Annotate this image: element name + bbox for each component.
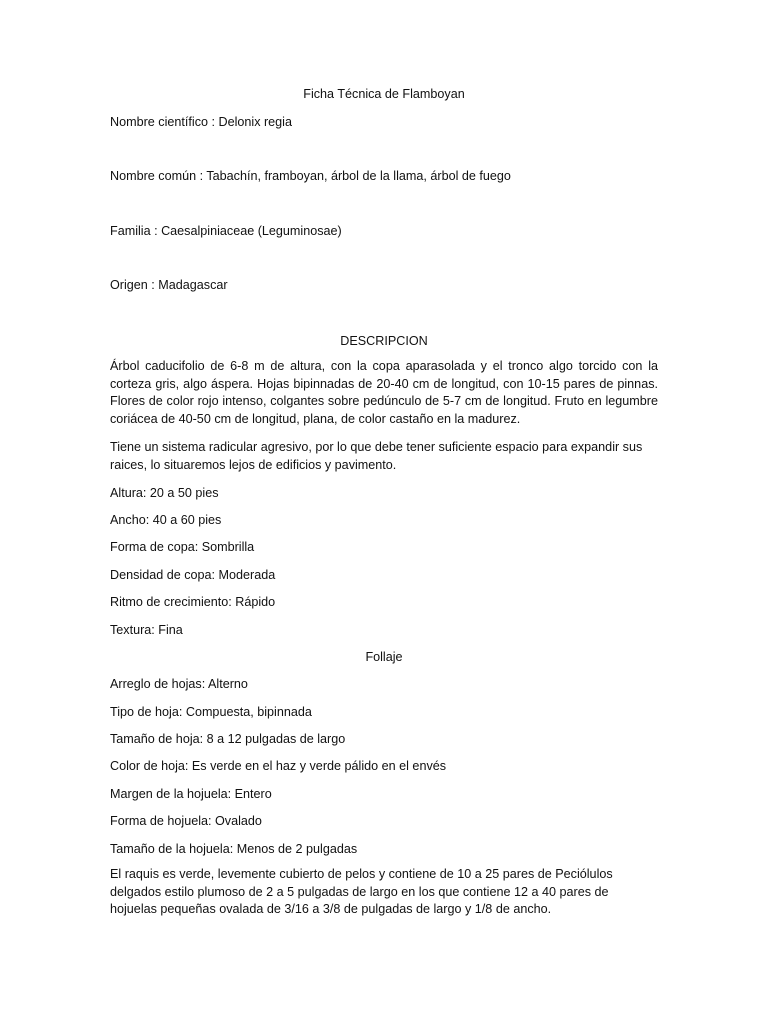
common-name: Nombre común : Tabachín, framboyan, árbol de la llama, árbol de fuego <box>110 169 511 183</box>
crown-density-field: Densidad de copa: Moderada <box>110 568 276 582</box>
leaf-color-field: Color de hoja: Es verde en el haz y verde pálido en el envés <box>110 759 447 773</box>
crown-shape-field: Forma de copa: Sombrilla <box>110 540 255 554</box>
description-heading: DESCRIPCION <box>340 334 428 348</box>
foliage-heading: Follaje <box>365 650 403 664</box>
page-title: Ficha Técnica de Flamboyan <box>303 87 465 101</box>
roots-paragraph: Tiene un sistema radicular agresivo, por lo que debe tener suficiente espacio para expandir sus raices, lo situaremos lejos de edificios y pavimento. <box>110 440 643 472</box>
height-field: Altura: 20 a 50 pies <box>110 486 219 500</box>
leaf-size-field: Tamaño de hoja: 8 a 12 pulgadas de largo <box>110 732 346 746</box>
leaflet-size-field: Tamaño de la hojuela: Menos de 2 pulgadas <box>110 842 358 856</box>
origin: Origen : Madagascar <box>110 278 228 292</box>
family: Familia : Caesalpiniaceae (Leguminosae) <box>110 224 342 238</box>
texture-field: Textura: Fina <box>110 623 183 637</box>
document-page <box>110 0 658 1024</box>
leaflet-margin-field: Margen de la hojuela: Entero <box>110 787 272 801</box>
leaf-type-field: Tipo de hoja: Compuesta, bipinnada <box>110 705 312 719</box>
rachis-paragraph: El raquis es verde, levemente cubierto de pelos y contiene de 10 a 25 pares de Peciólulos delgados estilo plumoso de 2 a 5 pulgadas de largo en los que contiene 12 a 40 pares de hojuelas pequeñas ovalada de 3/16 a 3/8 de pulgadas de largo y 1/8 de ancho. <box>110 867 613 916</box>
scientific-name: Nombre científico : Delonix regia <box>110 115 292 129</box>
leaf-arrangement-field: Arreglo de hojas: Alterno <box>110 677 248 691</box>
width-field: Ancho: 40 a 60 pies <box>110 513 222 527</box>
growth-rate-field: Ritmo de crecimiento: Rápido <box>110 595 276 609</box>
description-paragraph: Árbol caducifolio de 6-8 m de altura, con la copa aparasolada y el tronco algo torcido con la corteza gris, algo áspera. Hojas bipinnadas de 20-40 cm de longitud, con 10-15 pares de pinnas. Flores de color rojo intenso, colgantes sobre pedúnculo de 5-7 cm de longitud. Fruto en legumbre coriácea de 40-50 cm de longitud, plana, de color castaño en la madurez. <box>110 359 658 426</box>
leaflet-shape-field: Forma de hojuela: Ovalado <box>110 814 262 828</box>
